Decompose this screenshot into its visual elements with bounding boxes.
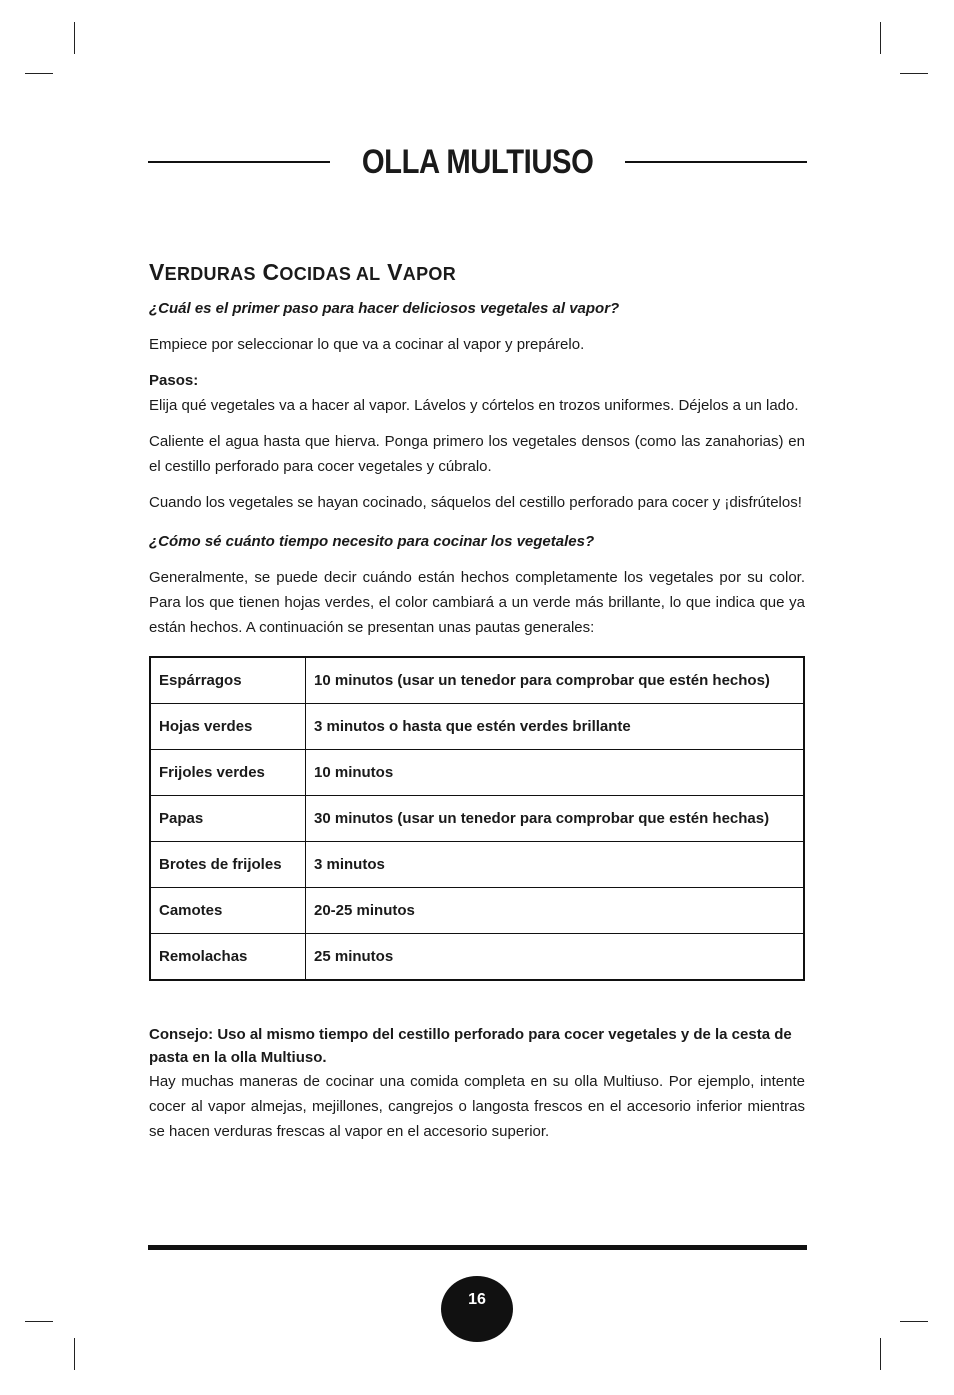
tip-title: Consejo: Uso al mismo tiempo del cestillo perforado para cocer vegetales y de la cesta de pasta en la olla Multiuso. <box>149 1026 792 1066</box>
tip-body: Hay muchas maneras de cocinar una comida completa en su olla Multiuso. Por ejemplo, intente cocer al vapor almejas, mejillones, cangrejos o langosta frescos en el accesorio inferior mientras se hacen verduras frescas al vapor en el accesorio superior. <box>149 1073 805 1140</box>
time-cell: 25 minutos <box>306 934 805 981</box>
crop-mark-top-right-v <box>880 22 881 54</box>
table-row <box>150 888 804 934</box>
time-cell: 10 minutos <box>306 750 805 796</box>
crop-mark-top-right-h <box>900 73 928 74</box>
table-row <box>150 934 804 981</box>
vegetable-cell: Hojas verdes <box>150 704 306 750</box>
vegetable-cell: Camotes <box>150 888 306 934</box>
footer-rule <box>148 1245 807 1250</box>
table-row <box>150 657 804 704</box>
time-cell: 3 minutos <box>306 842 805 888</box>
step-paragraph-2: Caliente el agua hasta que hierva. Ponga primero los vegetales densos (como las zanahorias) en el cestillo perforado para cocer vegetales y cúbralo. <box>149 433 805 475</box>
table-row <box>150 704 804 750</box>
page-number-badge: 16 <box>441 1276 513 1342</box>
heading-cap-2: C <box>262 259 280 285</box>
main-content <box>149 252 805 1155</box>
vegetable-cell: Espárragos <box>150 657 306 704</box>
heading-cap-3: V <box>387 259 403 285</box>
steps-label: Pasos: <box>149 372 199 389</box>
question-first-step: ¿Cuál es el primer paso para hacer deliciosos vegetales al vapor? <box>149 300 620 317</box>
crop-mark-bottom-right-v <box>880 1338 881 1370</box>
heading-word-1: ERDURAS <box>164 264 256 284</box>
heading-word-2: OCIDAS AL <box>279 264 381 284</box>
crop-mark-bottom-left-v <box>74 1338 75 1370</box>
page-header <box>148 140 807 184</box>
intro-paragraph: Empiece por seleccionar lo que va a cocinar al vapor y prepárelo. <box>149 336 585 353</box>
table-row <box>150 796 804 842</box>
step-paragraph-3: Cuando los vegetales se hayan cocinado, sáquelos del cestillo perforado para cocer y ¡disfrútelos! <box>149 494 802 511</box>
crop-mark-top-left-h <box>25 73 53 74</box>
question-cook-time: ¿Cómo sé cuánto tiempo necesito para cocinar los vegetales? <box>149 533 595 550</box>
heading-word-3: APOR <box>402 264 457 284</box>
time-cell: 3 minutos o hasta que estén verdes brillante <box>306 704 805 750</box>
guidelines-paragraph: Generalmente, se puede decir cuándo están hechos completamente los vegetales por su color. Para los que tienen hojas verdes, el color cambiará a un verde más brillante, lo que indica que ya están hechos. A continuación se presentan unas pautas generales: <box>149 569 805 636</box>
title-rule-left <box>148 161 330 163</box>
time-cell: 20-25 minutos <box>306 888 805 934</box>
time-cell: 10 minutos (usar un tenedor para comprobar que estén hechos) <box>306 657 805 704</box>
heading-cap-1: V <box>149 259 165 285</box>
table-row <box>150 842 804 888</box>
time-cell: 30 minutos (usar un tenedor para comprobar que estén hechas) <box>306 796 805 842</box>
vegetable-cell: Remolachas <box>150 934 306 981</box>
vegetable-cell: Brotes de frijoles <box>150 842 306 888</box>
crop-mark-bottom-right-h <box>900 1321 928 1322</box>
page-title: OLLA MULTIUSO <box>361 143 594 181</box>
tip-block <box>149 1023 805 1144</box>
cooking-time-table <box>149 656 805 981</box>
crop-mark-bottom-left-h <box>25 1321 53 1322</box>
title-rule-right <box>625 161 807 163</box>
vegetable-cell: Papas <box>150 796 306 842</box>
vegetable-cell: Frijoles verdes <box>150 750 306 796</box>
step-paragraph-1: Elija qué vegetales va a hacer al vapor. Lávelos y córtelos en trozos uniformes. Déjelos a un lado. <box>149 397 799 414</box>
section-heading <box>149 252 805 294</box>
table-row <box>150 750 804 796</box>
crop-mark-top-left-v <box>74 22 75 54</box>
